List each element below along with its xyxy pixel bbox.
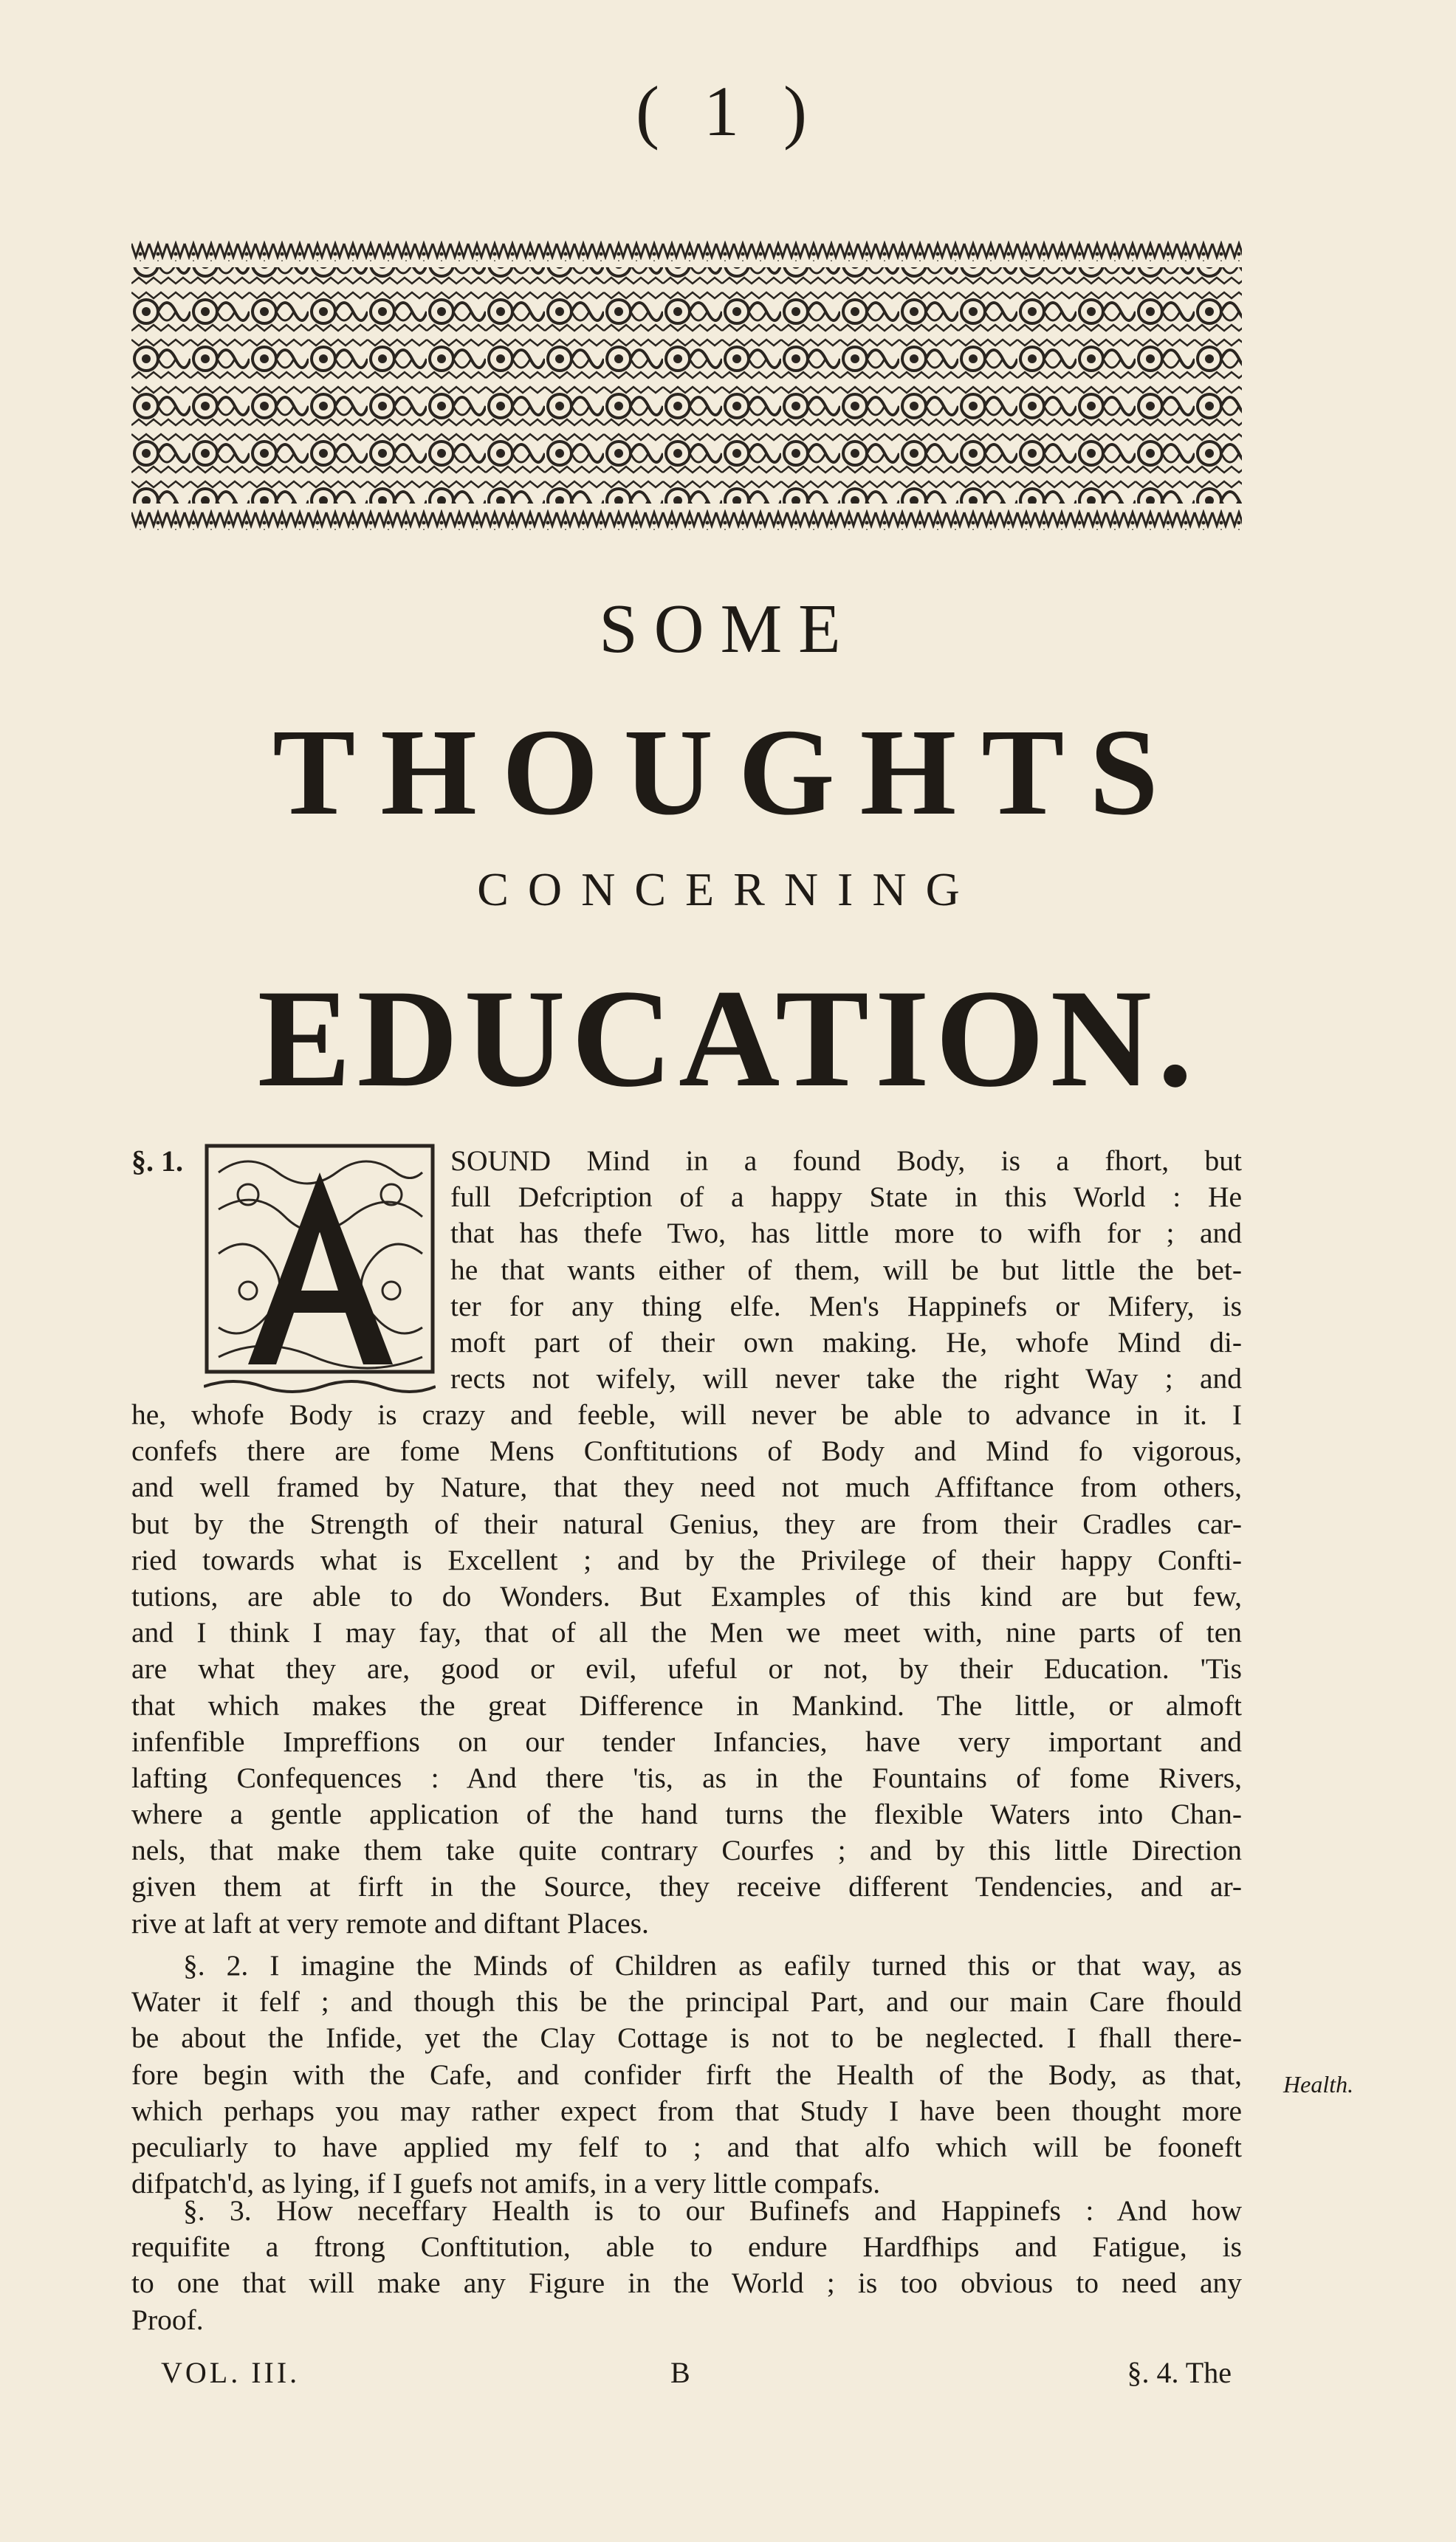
text-line: he, whofe Body is crazy and feeble, will never be able to advance in it. I	[131, 1398, 1242, 1431]
text-line: peculiarly to have applied my felf to ; and that alfo which will be fooneft	[131, 2130, 1242, 2163]
text-line: rive at laft at very remote and diftant Places.	[131, 1906, 649, 1940]
text-line: which perhaps you may rather expect from that Study I have been thought more	[131, 2094, 1242, 2127]
text-line: rects not wifely, will never take the right Way ; and	[450, 1362, 1242, 1395]
text-line: he that wants either of them, will be but little the bet-	[450, 1253, 1242, 1286]
text-line: requifite a ftrong Conftitution, able to endure Hardfhips and Fatigue, is	[131, 2230, 1242, 2264]
text-line: §. 2. I imagine the Minds of Children as eafily turned this or that way, as	[183, 1949, 1242, 1982]
text-line: SOUND Mind in a found Body, is a fhort, but	[450, 1144, 1242, 1177]
text-line: §. 3. How neceffary Health is to our Bufinefs and Happinefs : And how	[183, 2194, 1242, 2227]
text-line: difpatch'd, as lying, if I guefs not amifs, in a very little compafs.	[131, 2167, 881, 2200]
signature-mark: B	[670, 2356, 690, 2389]
margin-note-health: Health.	[1283, 2071, 1354, 2098]
text-line: nels, that make them take quite contrary Courfes ; and by this little Direction	[131, 1834, 1242, 1867]
title-some: SOME	[599, 591, 857, 667]
text-line: moft part of their own making. He, whofe Mind di-	[450, 1325, 1242, 1358]
text-line: to one that will make any Figure in the World ; is too obvious to need any	[131, 2267, 1242, 2300]
paragraph-1-narrow-lines	[450, 1143, 1242, 1397]
text-line: Proof.	[131, 2303, 204, 2336]
catchword: §. 4. The	[1127, 2356, 1232, 2389]
paragraph-2	[131, 1948, 1242, 2202]
title-education: EDUCATION.	[257, 961, 1199, 1116]
text-line: be about the Infide, yet the Clay Cottage is not to be neglected. I fhall there-	[131, 2021, 1242, 2055]
text-line: full Defcription of a happy State in this World : He	[450, 1181, 1242, 1214]
text-line: that which makes the great Difference in Mankind. The little, or almoft	[131, 1689, 1242, 1722]
text-line: but by the Strength of their natural Genius, they are from their Cradles car-	[131, 1507, 1242, 1540]
text-line: confefs there are fome Mens Conftitutions of Body and Mind fo vigorous,	[131, 1435, 1242, 1468]
text-line: and well framed by Nature, that they need not much Affiftance from others,	[131, 1471, 1242, 1504]
title-thoughts: THOUGHTS	[272, 704, 1184, 841]
text-line: ried towards what is Excellent ; and by the Privilege of their happy Confti-	[131, 1543, 1242, 1576]
text-line: fore begin with the Cafe, and confider firft the Health of the Body, as that,	[131, 2058, 1242, 2091]
title-concerning: CONCERNING	[477, 863, 979, 916]
text-line: and I think I may fay, that of all the Men we meet with, nine parts of ten	[131, 1616, 1242, 1649]
text-line: that has thefe Two, has little more to wifh for ; and	[450, 1217, 1242, 1250]
decorated-initial-a	[204, 1143, 436, 1401]
volume-label: VOL. III.	[161, 2356, 301, 2389]
paragraph-1-full-lines	[131, 1397, 1242, 1942]
paragraph-3	[131, 2193, 1242, 2338]
headpiece-ornament	[131, 241, 1242, 530]
text-line: tutions, are able to do Wonders. But Examples of this kind are but few,	[131, 1579, 1242, 1612]
page-number: ( 1 )	[636, 72, 820, 151]
text-line: infenfible Impreffions on our tender Infancies, have very important and	[131, 1725, 1242, 1758]
text-line: Water it felf ; and though this be the principal Part, and our main Care fhould	[131, 1985, 1242, 2019]
text-line: are what they are, good or evil, ufeful or not, by their Education. 'Tis	[131, 1652, 1242, 1686]
text-line: given them at firft in the Source, they receive different Tendencies, and ar-	[131, 1870, 1242, 1903]
text-line: ter for any thing elfe. Men's Happinefs or Mifery, is	[450, 1289, 1242, 1322]
text-line: where a gentle application of the hand turns the flexible Waters into Chan-	[131, 1798, 1242, 1831]
text-line: lafting Confequences : And there 'tis, as in the Fountains of fome Rivers,	[131, 1761, 1242, 1794]
section-mark-1: §. 1.	[131, 1144, 183, 1178]
